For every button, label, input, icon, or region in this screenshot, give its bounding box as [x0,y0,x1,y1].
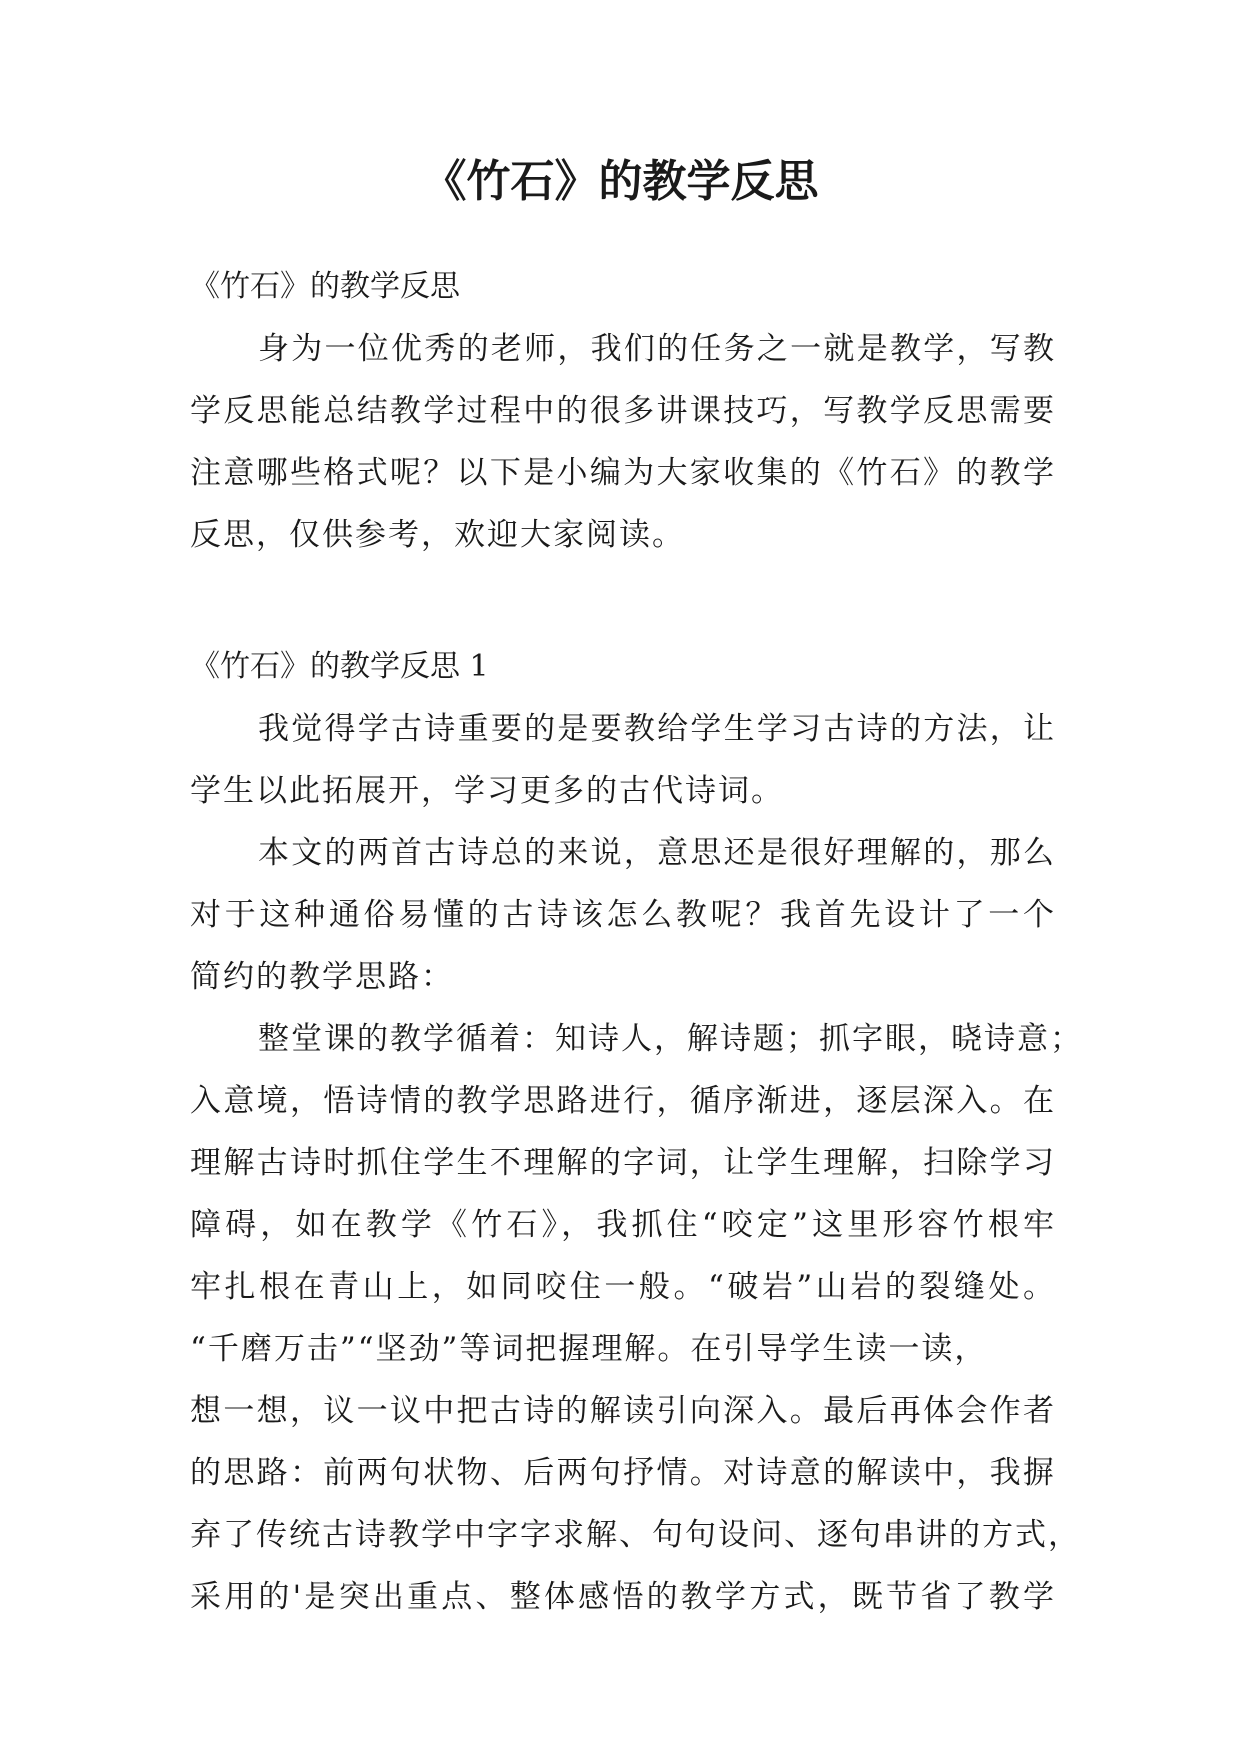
paragraph3-line: 入意境，悟诗情的教学思路进行，循序渐进，逐层深入。在 [190,1083,1056,1119]
intro-line: 学反思能总结教学过程中的很多讲课技巧，写教学反思需要 [190,393,1056,429]
intro-line: 身为一位优秀的老师，我们的任务之一就是教学，写教 [258,331,1056,367]
paragraph3-line: 想一想，议一议中把古诗的解读引向深入。最后再体会作者 [190,1393,1056,1429]
intro-line: 注意哪些格式呢？以下是小编为大家收集的《竹石》的教学 [190,455,1056,491]
paragraph1-line: 学生以此拓展开，学习更多的古代诗词。 [190,773,784,809]
paragraph3-line: 整堂课的教学循着：知诗人，解诗题；抓字眼，晓诗意； [258,1021,1083,1057]
intro-heading: 《竹石》的教学反思 [190,269,460,304]
intro-line: 反思，仅供参考，欢迎大家阅读。 [190,517,685,553]
document-title: 《竹石》的教学反思 [422,156,819,207]
paragraph3-line: 牢扎根在青山上，如同咬住一般。“破岩”山岩的裂缝处。 [190,1269,1056,1305]
paragraph2-line: 本文的两首古诗总的来说，意思还是很好理解的，那么 [258,835,1056,871]
paragraph3-line: 障碍，如在教学《竹石》，我抓住“咬定”这里形容竹根牢 [190,1207,1056,1243]
paragraph2-line: 简约的教学思路： [190,959,454,995]
paragraph3-line: 采用的'是突出重点、整体感悟的教学方式，既节省了教学 [190,1579,1056,1615]
section-gap [190,566,1056,636]
document-body [190,256,1083,1628]
paragraph3-line: 的思路：前两句状物、后两句抒情。对诗意的解读中，我摒 [190,1455,1056,1491]
paragraph3-line: 弃了传统古诗教学中字字求解、句句设问、逐句串讲的方式， [190,1517,1081,1553]
section1-heading: 《竹石》的教学反思 1 [190,649,489,684]
paragraph2-line: 对于这种通俗易懂的古诗该怎么教呢？我首先设计了一个 [190,897,1056,933]
paragraph3-line: 理解古诗时抓住学生不理解的字词，让学生理解，扫除学习 [190,1145,1056,1181]
paragraph1-line: 我觉得学古诗重要的是要教给学生学习古诗的方法，让 [258,711,1056,747]
paragraph3-line: “千磨万击”“坚劲”等词把握理解。在引导学生读一读， [190,1331,988,1367]
